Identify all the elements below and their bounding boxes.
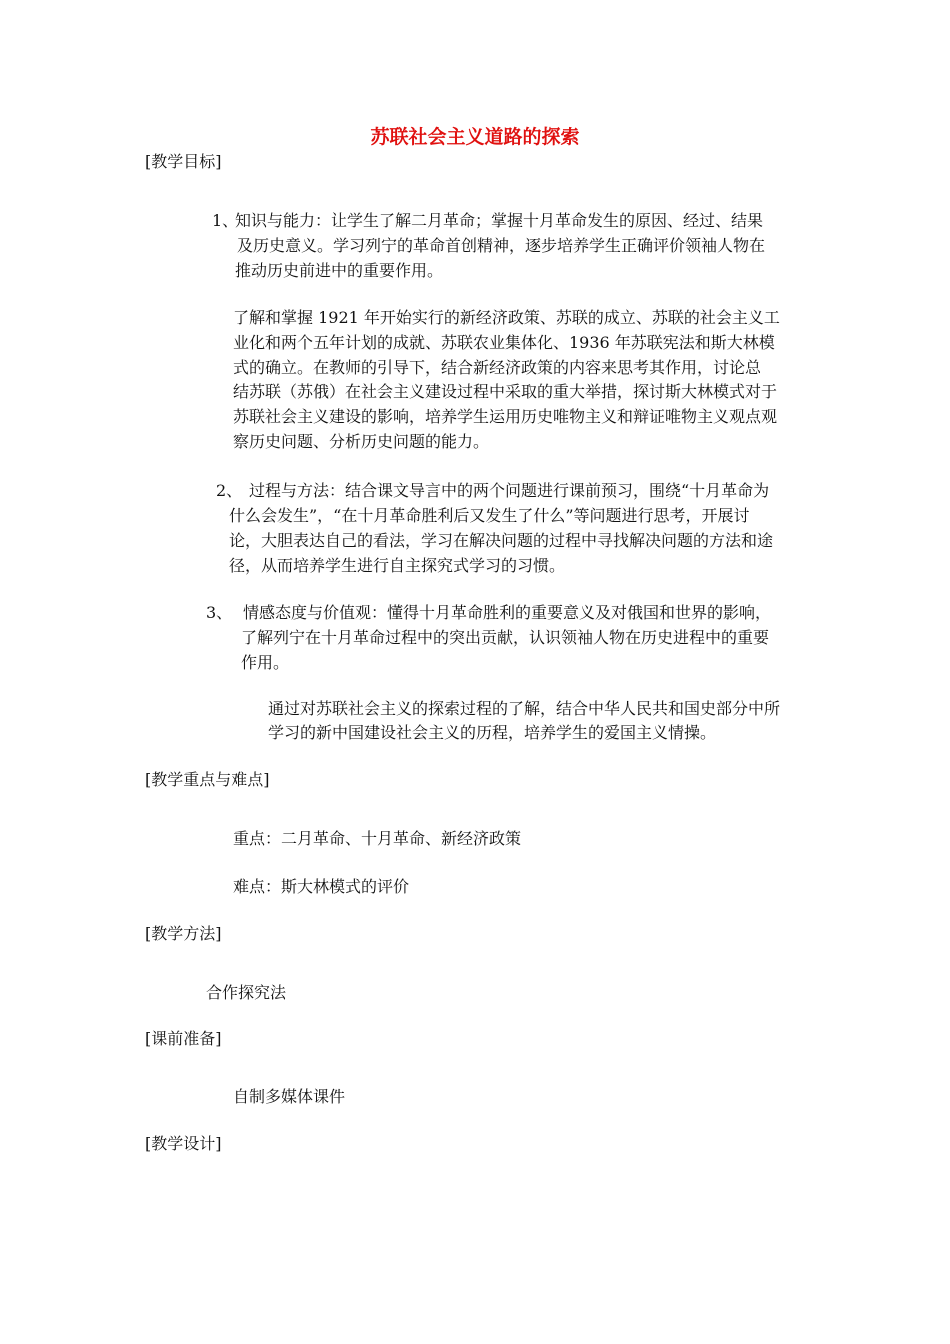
item3-line3: 作用。 (241, 653, 290, 672)
item2-number: 2、 (216, 481, 243, 500)
item1-extra-line4: 结苏联（苏俄）在社会主义建设过程中采取的重大举措，探讨斯大林模式对于 (233, 382, 778, 401)
item2-line3: 论，大胆表达自己的看法，学习在解决问题的过程中寻找解决问题的方法和途 (229, 531, 774, 550)
item2-line1: 过程与方法：结合课文导言中的两个问题进行课前预习，围绕“十月革命为 (249, 481, 770, 500)
item3-number: 3、 (206, 603, 233, 622)
item3-line1: 情感态度与价值观：懂得十月革命胜利的重要意义及对俄国和世界的影响， (243, 603, 772, 622)
item1-line3: 推动历史前进中的重要作用。 (235, 261, 444, 280)
preparation-text: 自制多媒体课件 (233, 1087, 346, 1106)
preparation-heading: [课前准备] (145, 1029, 222, 1048)
item1-extra-line5: 苏联社会主义建设的影响，培养学生运用历史唯物主义和辩证唯物主义观点观 (233, 407, 778, 426)
item3-extra-line1: 通过对苏联社会主义的探索过程的了解，结合中华人民共和国史部分中所 (268, 699, 781, 718)
method-text: 合作探究法 (206, 983, 287, 1002)
key-points-heading: [教学重点与难点] (145, 770, 270, 789)
item1-line1: 知识与能力：让学生了解二月革命；掌握十月革命发生的原因、经过、结果 (235, 211, 764, 230)
item2-line4: 径，从而培养学生进行自主探究式学习的习惯。 (229, 556, 566, 575)
item1-extra-line6: 察历史问题、分析历史问题的能力。 (233, 432, 490, 451)
item1-extra-line1: 了解和掌握 1921 年开始实行的新经济政策、苏联的成立、苏联的社会主义工 (233, 308, 780, 327)
objectives-heading: [教学目标] (145, 152, 222, 171)
design-heading: [教学设计] (145, 1134, 222, 1153)
key-point-text: 重点：二月革命、十月革命、新经济政策 (233, 829, 522, 848)
difficult-point-text: 难点：斯大林模式的评价 (233, 877, 410, 896)
item3-line2: 了解列宁在十月革命过程中的突出贡献，认识领袖人物在历史进程中的重要 (241, 628, 770, 647)
item1-extra-line2: 业化和两个五年计划的成就、苏联农业集体化、1936 年苏联宪法和斯大林模 (233, 333, 775, 352)
method-heading: [教学方法] (145, 924, 222, 943)
item1-line2: 及历史意义。学习列宁的革命首创精神，逐步培养学生正确评价领袖人物在 (237, 236, 766, 255)
item3-extra-line2: 学习的新中国建设社会主义的历程，培养学生的爱国主义情操。 (268, 723, 717, 742)
item1-extra-line3: 式的确立。在教师的引导下，结合新经济政策的内容来思考其作用，讨论总 (233, 358, 762, 377)
item2-line2: 什么会发生”，“在十月革命胜利后又发生了什么”等问题进行思考，开展讨 (229, 506, 750, 525)
document-title: 苏联社会主义道路的探索 (370, 126, 580, 148)
item1-number: 1、 (212, 211, 239, 230)
